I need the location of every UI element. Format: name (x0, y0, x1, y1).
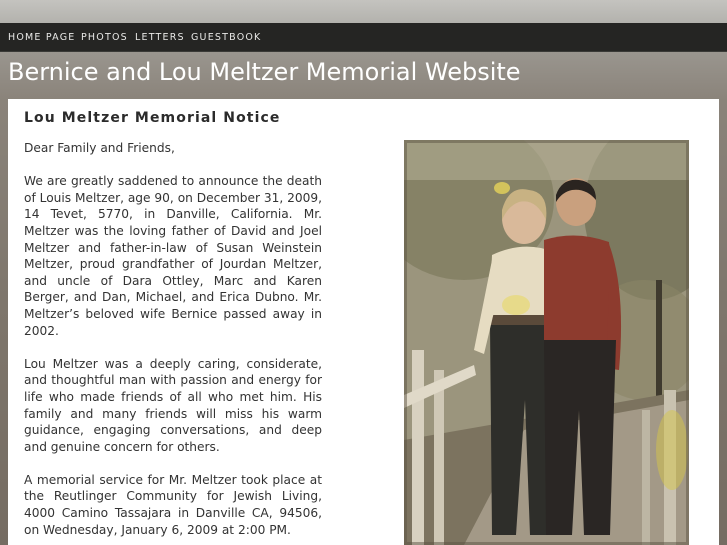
couple-photo (404, 140, 689, 545)
couple-photo-illustration (404, 140, 689, 545)
nav-letters[interactable]: LETTERS (135, 32, 185, 43)
main-nav (0, 23, 727, 52)
notice-paragraph-death: We are greatly saddened to announce the death of Louis Meltzer, age 90, on December 31, 2009, 14 Tevet, 5770, in Danville, California. Mr. Meltzer was the loving father of David and Joel Meltzer and father-in-law of Susan Weinstein Meltzer, proud grandfather of Jourdan Meltzer, and uncle of Dara Ottley, Marc and Karen Berger, and Dan, Michael, and Erica Dubno. Mr. Meltzer’s beloved wife Bernice passed away in 2002. (24, 174, 322, 338)
notice-paragraph-character: Lou Meltzer was a deeply caring, considerate, and thoughtful man with passion and energy for life who made friends of all who met him. His family and many friends will miss his warm guidance, engaging conversations, and deep and genuine concern for others. (24, 356, 322, 454)
notice-body (24, 140, 322, 545)
nav-guestbook[interactable]: GUESTBOOK (191, 32, 262, 43)
notice-title: Lou Meltzer Memorial Notice (24, 110, 281, 126)
content-panel (8, 99, 719, 545)
nav-photos[interactable]: PHOTOS (81, 32, 128, 43)
notice-paragraph-service: A memorial service for Mr. Meltzer took place at the Reutlinger Community for Jewish Living, 4000 Camino Tassajara in Danville CA, 94506, on Wednesday, January 6, 2009 at 2:00 PM. (24, 472, 322, 537)
notice-greeting: Dear Family and Friends, (24, 141, 175, 155)
top-band (0, 0, 727, 23)
nav-home-page[interactable]: HOME PAGE (8, 32, 76, 43)
site-title: Bernice and Lou Meltzer Memorial Website (8, 58, 521, 86)
